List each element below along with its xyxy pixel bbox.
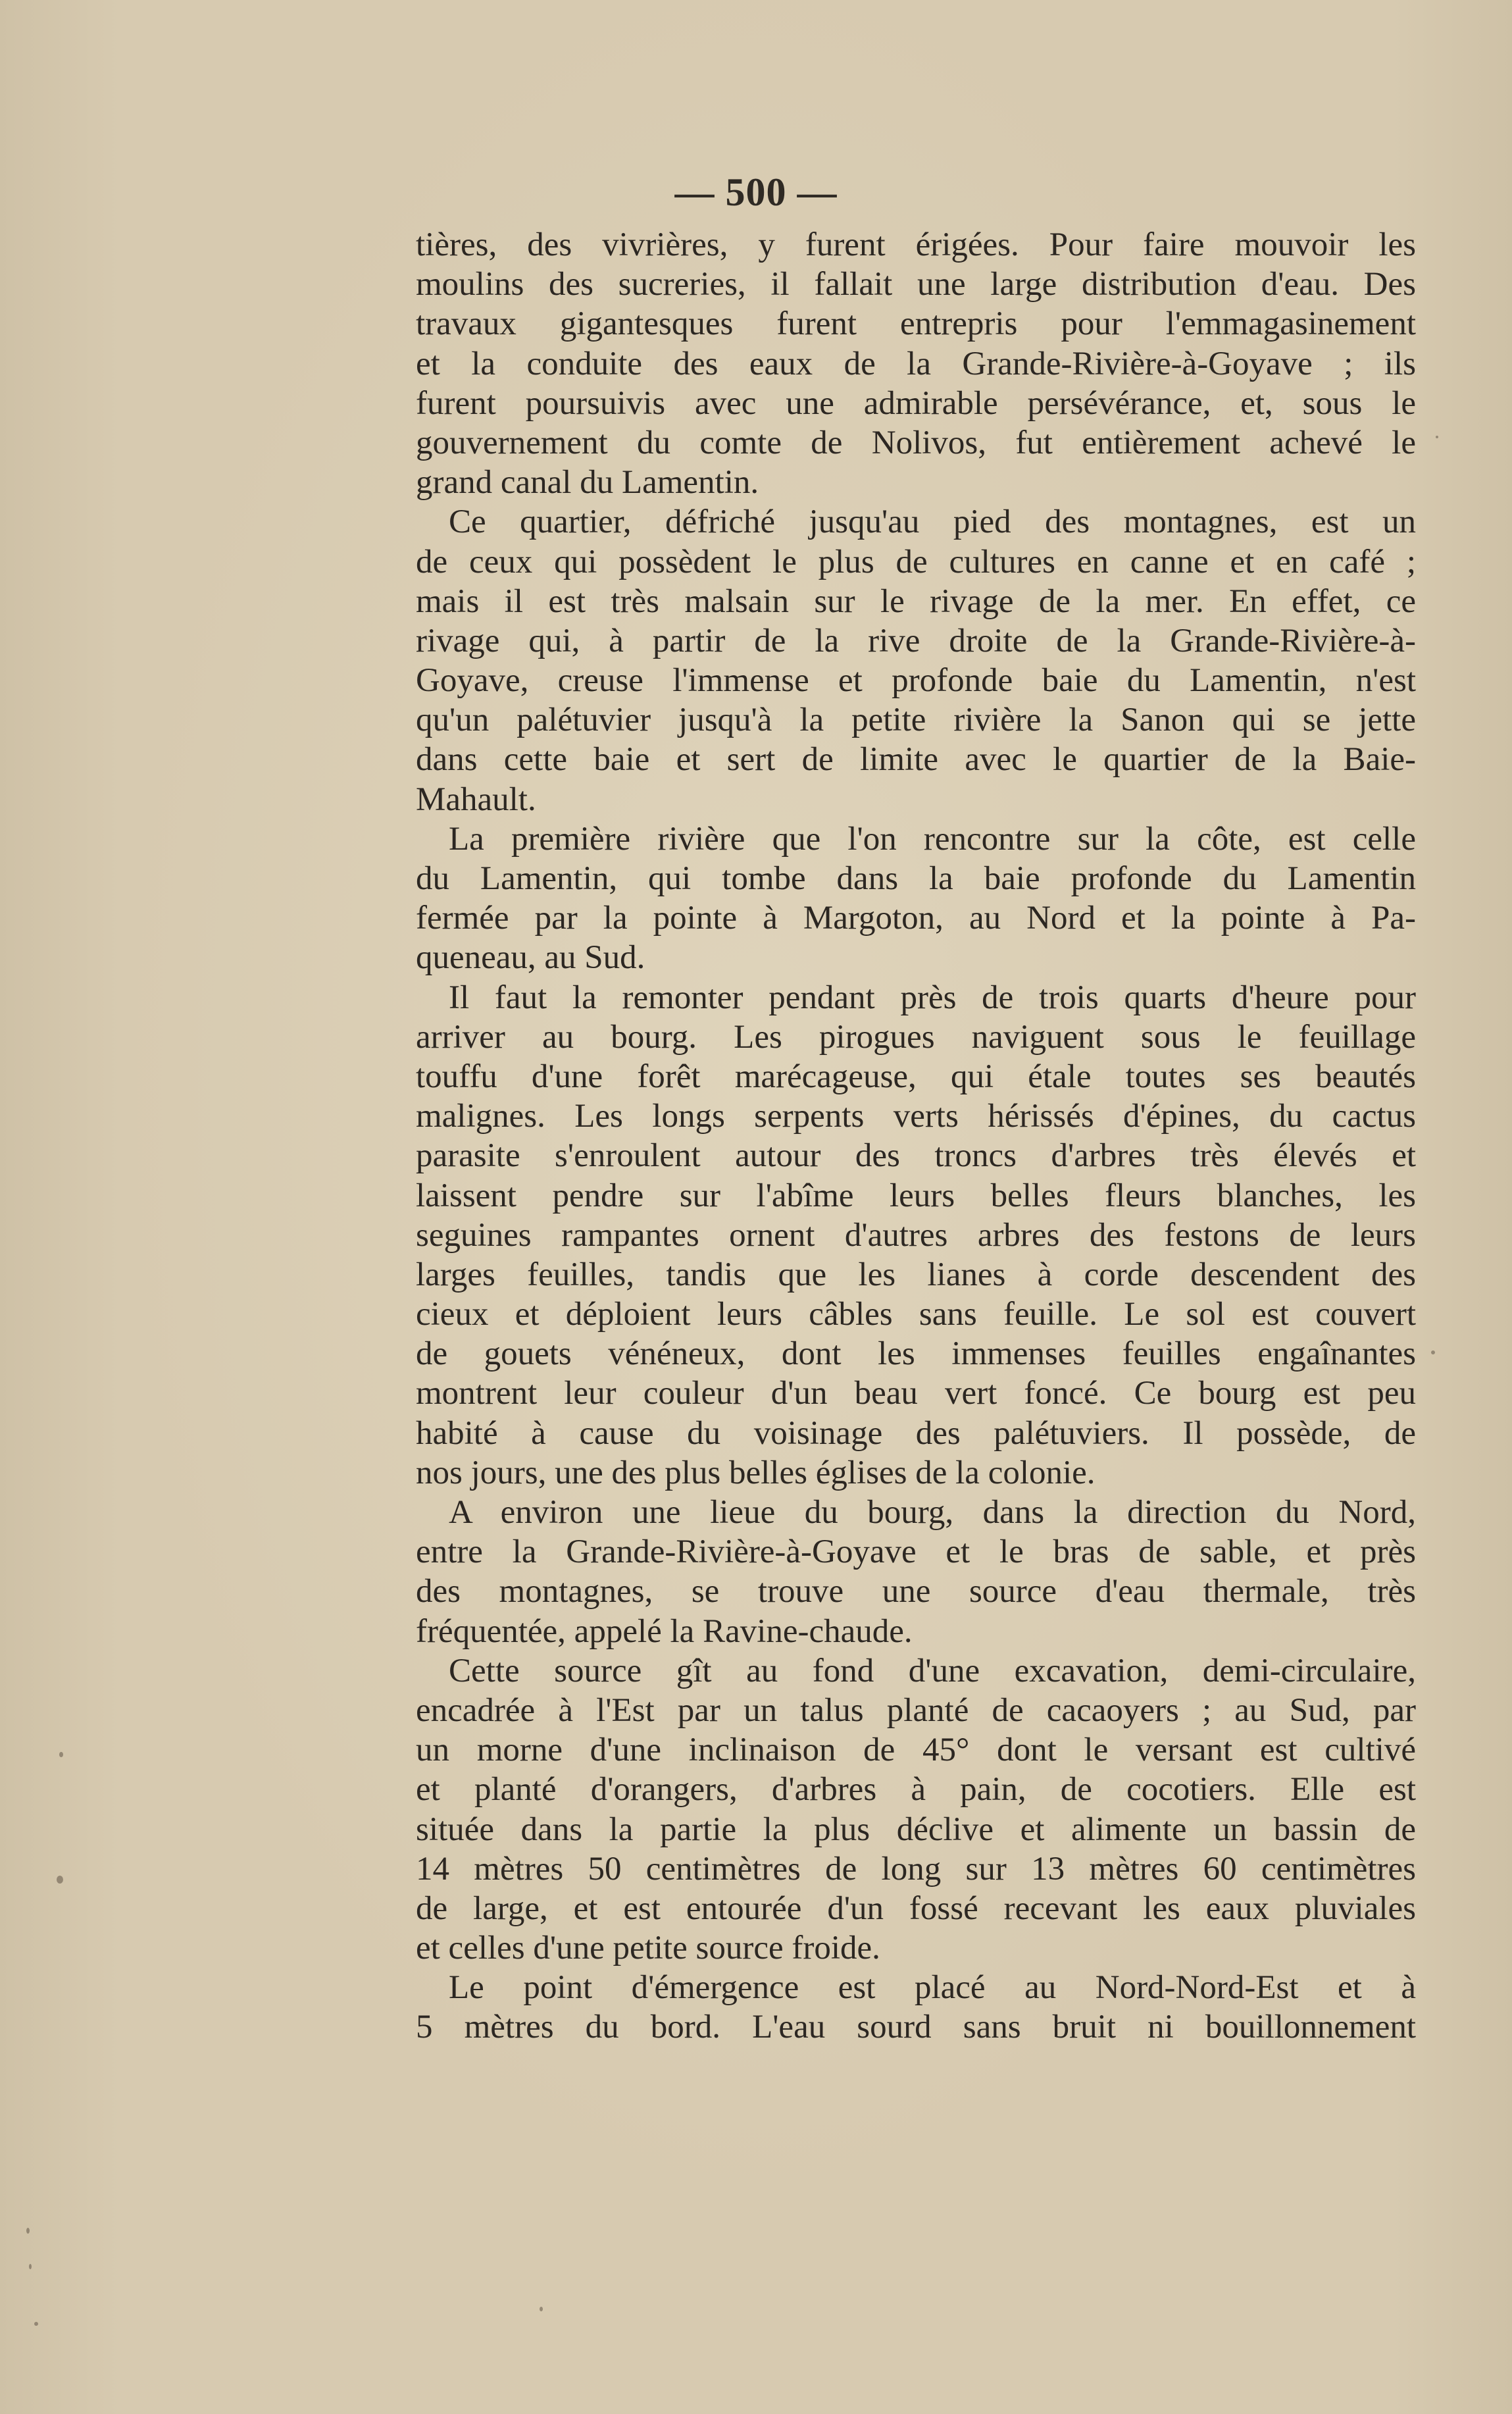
text-line: furent poursuivis avec une admirable persévérance, et, sous le xyxy=(416,384,1416,422)
text-line: entre la Grande-Rivière-à-Goyave et le bras de sable, et près xyxy=(416,1533,1416,1571)
text-line: parasite s'enroulent autour des troncs d'arbres très élevés et xyxy=(416,1137,1416,1175)
paragraph xyxy=(416,502,1416,819)
text-line: située dans la partie la plus déclive et alimente un bassin de xyxy=(416,1810,1416,1848)
paper-speck xyxy=(540,2307,543,2311)
text-line: encadrée à l'Est par un talus planté de cacaoyers ; au Sud, par xyxy=(416,1691,1416,1729)
text-line: et celles d'une petite source froide. xyxy=(416,1930,880,1967)
text-line: montrent leur couleur d'un beau vert foncé. Ce bourg est peu xyxy=(416,1375,1416,1412)
paper-speck xyxy=(26,2228,30,2234)
text-line: queneau, au Sud. xyxy=(416,939,645,977)
text-line: Le point d'émergence est placé au Nord-Nord-Est et à xyxy=(449,1969,1416,2007)
text-line: fréquentée, appelé la Ravine-chaude. xyxy=(416,1612,913,1650)
text-line: dans cette baie et sert de limite avec le quartier de la Baie- xyxy=(416,741,1416,779)
paragraph xyxy=(416,1651,1416,1968)
text-line: La première rivière que l'on rencontre sur la côte, est celle xyxy=(449,820,1416,858)
text-line: Mahault. xyxy=(416,781,536,818)
text-line: de ceux qui possèdent le plus de cultures en canne et en café ; xyxy=(416,543,1416,580)
text-line: et la conduite des eaux de la Grande-Rivière-à-Goyave ; ils xyxy=(416,345,1416,382)
text-line: tières, des vivrières, y furent érigées. Pour faire mouvoir les xyxy=(416,226,1416,263)
text-line: Ce quartier, défriché jusqu'au pied des montagnes, est un xyxy=(449,503,1416,541)
text-line: moulins des sucreries, il fallait une large distribution d'eau. Des xyxy=(416,266,1416,303)
paper-speck xyxy=(1436,436,1438,438)
text-line: Cette source gît au fond d'une excavation, demi-circulaire, xyxy=(449,1652,1416,1689)
text-line: rivage qui, à partir de la rive droite de la Grande-Rivière-à- xyxy=(416,622,1416,659)
text-line: touffu d'une forêt marécageuse, qui étale toutes ses beautés xyxy=(416,1058,1416,1095)
text-line: seguines rampantes ornent d'autres arbres des festons de leurs xyxy=(416,1216,1416,1254)
text-line: des montagnes, se trouve une source d'eau thermale, très xyxy=(416,1573,1416,1610)
paper-speck xyxy=(57,1876,63,1884)
text-line: larges feuilles, tandis que les lianes à corde descendent des xyxy=(416,1256,1416,1293)
text-line: nos jours, une des plus belles églises de la colonie. xyxy=(416,1454,1096,1491)
paragraph xyxy=(416,819,1416,978)
paper-speck xyxy=(1431,1350,1435,1354)
text-line: habité à cause du voisinage des palétuviers. Il possède, de xyxy=(416,1414,1416,1452)
text-line: travaux gigantesques furent entrepris pour l'emmagasinement xyxy=(416,305,1416,343)
text-line: mais il est très malsain sur le rivage de la mer. En effet, ce xyxy=(416,582,1416,620)
text-line: du Lamentin, qui tombe dans la baie profonde du Lamentin xyxy=(416,860,1416,897)
text-line: de large, et est entourée d'un fossé recevant les eaux pluviales xyxy=(416,1889,1416,1927)
text-line: laissent pendre sur l'abîme leurs belles fleurs blanches, les xyxy=(416,1177,1416,1214)
text-line: Il faut la remonter pendant près de trois quarts d'heure pour xyxy=(449,979,1416,1016)
text-line: A environ une lieue du bourg, dans la direction du Nord, xyxy=(449,1494,1416,1531)
text-line: 5 mètres du bord. L'eau sourd sans bruit ni bouillonnement xyxy=(416,2009,1416,2046)
paper-speck xyxy=(59,1752,63,1757)
text-line: malignes. Les longs serpents verts hérissés d'épines, du cactus xyxy=(416,1098,1416,1135)
paragraph xyxy=(416,978,1416,1493)
text-line: de gouets vénéneux, dont les immenses feuilles engaînantes xyxy=(416,1335,1416,1373)
paper-speck xyxy=(29,2264,32,2269)
text-line: grand canal du Lamentin. xyxy=(416,464,759,501)
body-text xyxy=(416,225,1416,2047)
paper-speck xyxy=(34,2322,38,2326)
text-line: qu'un palétuvier jusqu'à la petite rivière la Sanon qui se jette xyxy=(416,702,1416,739)
text-line: fermée par la pointe à Margoton, au Nord et la pointe à Pa- xyxy=(416,900,1416,937)
text-line: et planté d'orangers, d'arbres à pain, de cocotiers. Elle est xyxy=(416,1771,1416,1809)
text-line: 14 mètres 50 centimètres de long sur 13 mètres 60 centimètres xyxy=(416,1850,1416,1888)
paragraph xyxy=(416,1968,1416,2047)
page-number: — 500 — xyxy=(674,170,838,214)
text-line: gouvernement du comte de Nolivos, fut entièrement achevé le xyxy=(416,424,1416,461)
text-line: Goyave, creuse l'immense et profonde baie du Lamentin, n'est xyxy=(416,662,1416,700)
text-line: arriver au bourg. Les pirogues naviguent sous le feuillage xyxy=(416,1018,1416,1056)
text-line: un morne d'une inclinaison de 45° dont le versant est cultivé xyxy=(416,1732,1416,1769)
paragraph xyxy=(416,225,1416,502)
paragraph xyxy=(416,1493,1416,1651)
text-line: cieux et déploient leurs câbles sans feuille. Le sol est couvert xyxy=(416,1296,1416,1333)
